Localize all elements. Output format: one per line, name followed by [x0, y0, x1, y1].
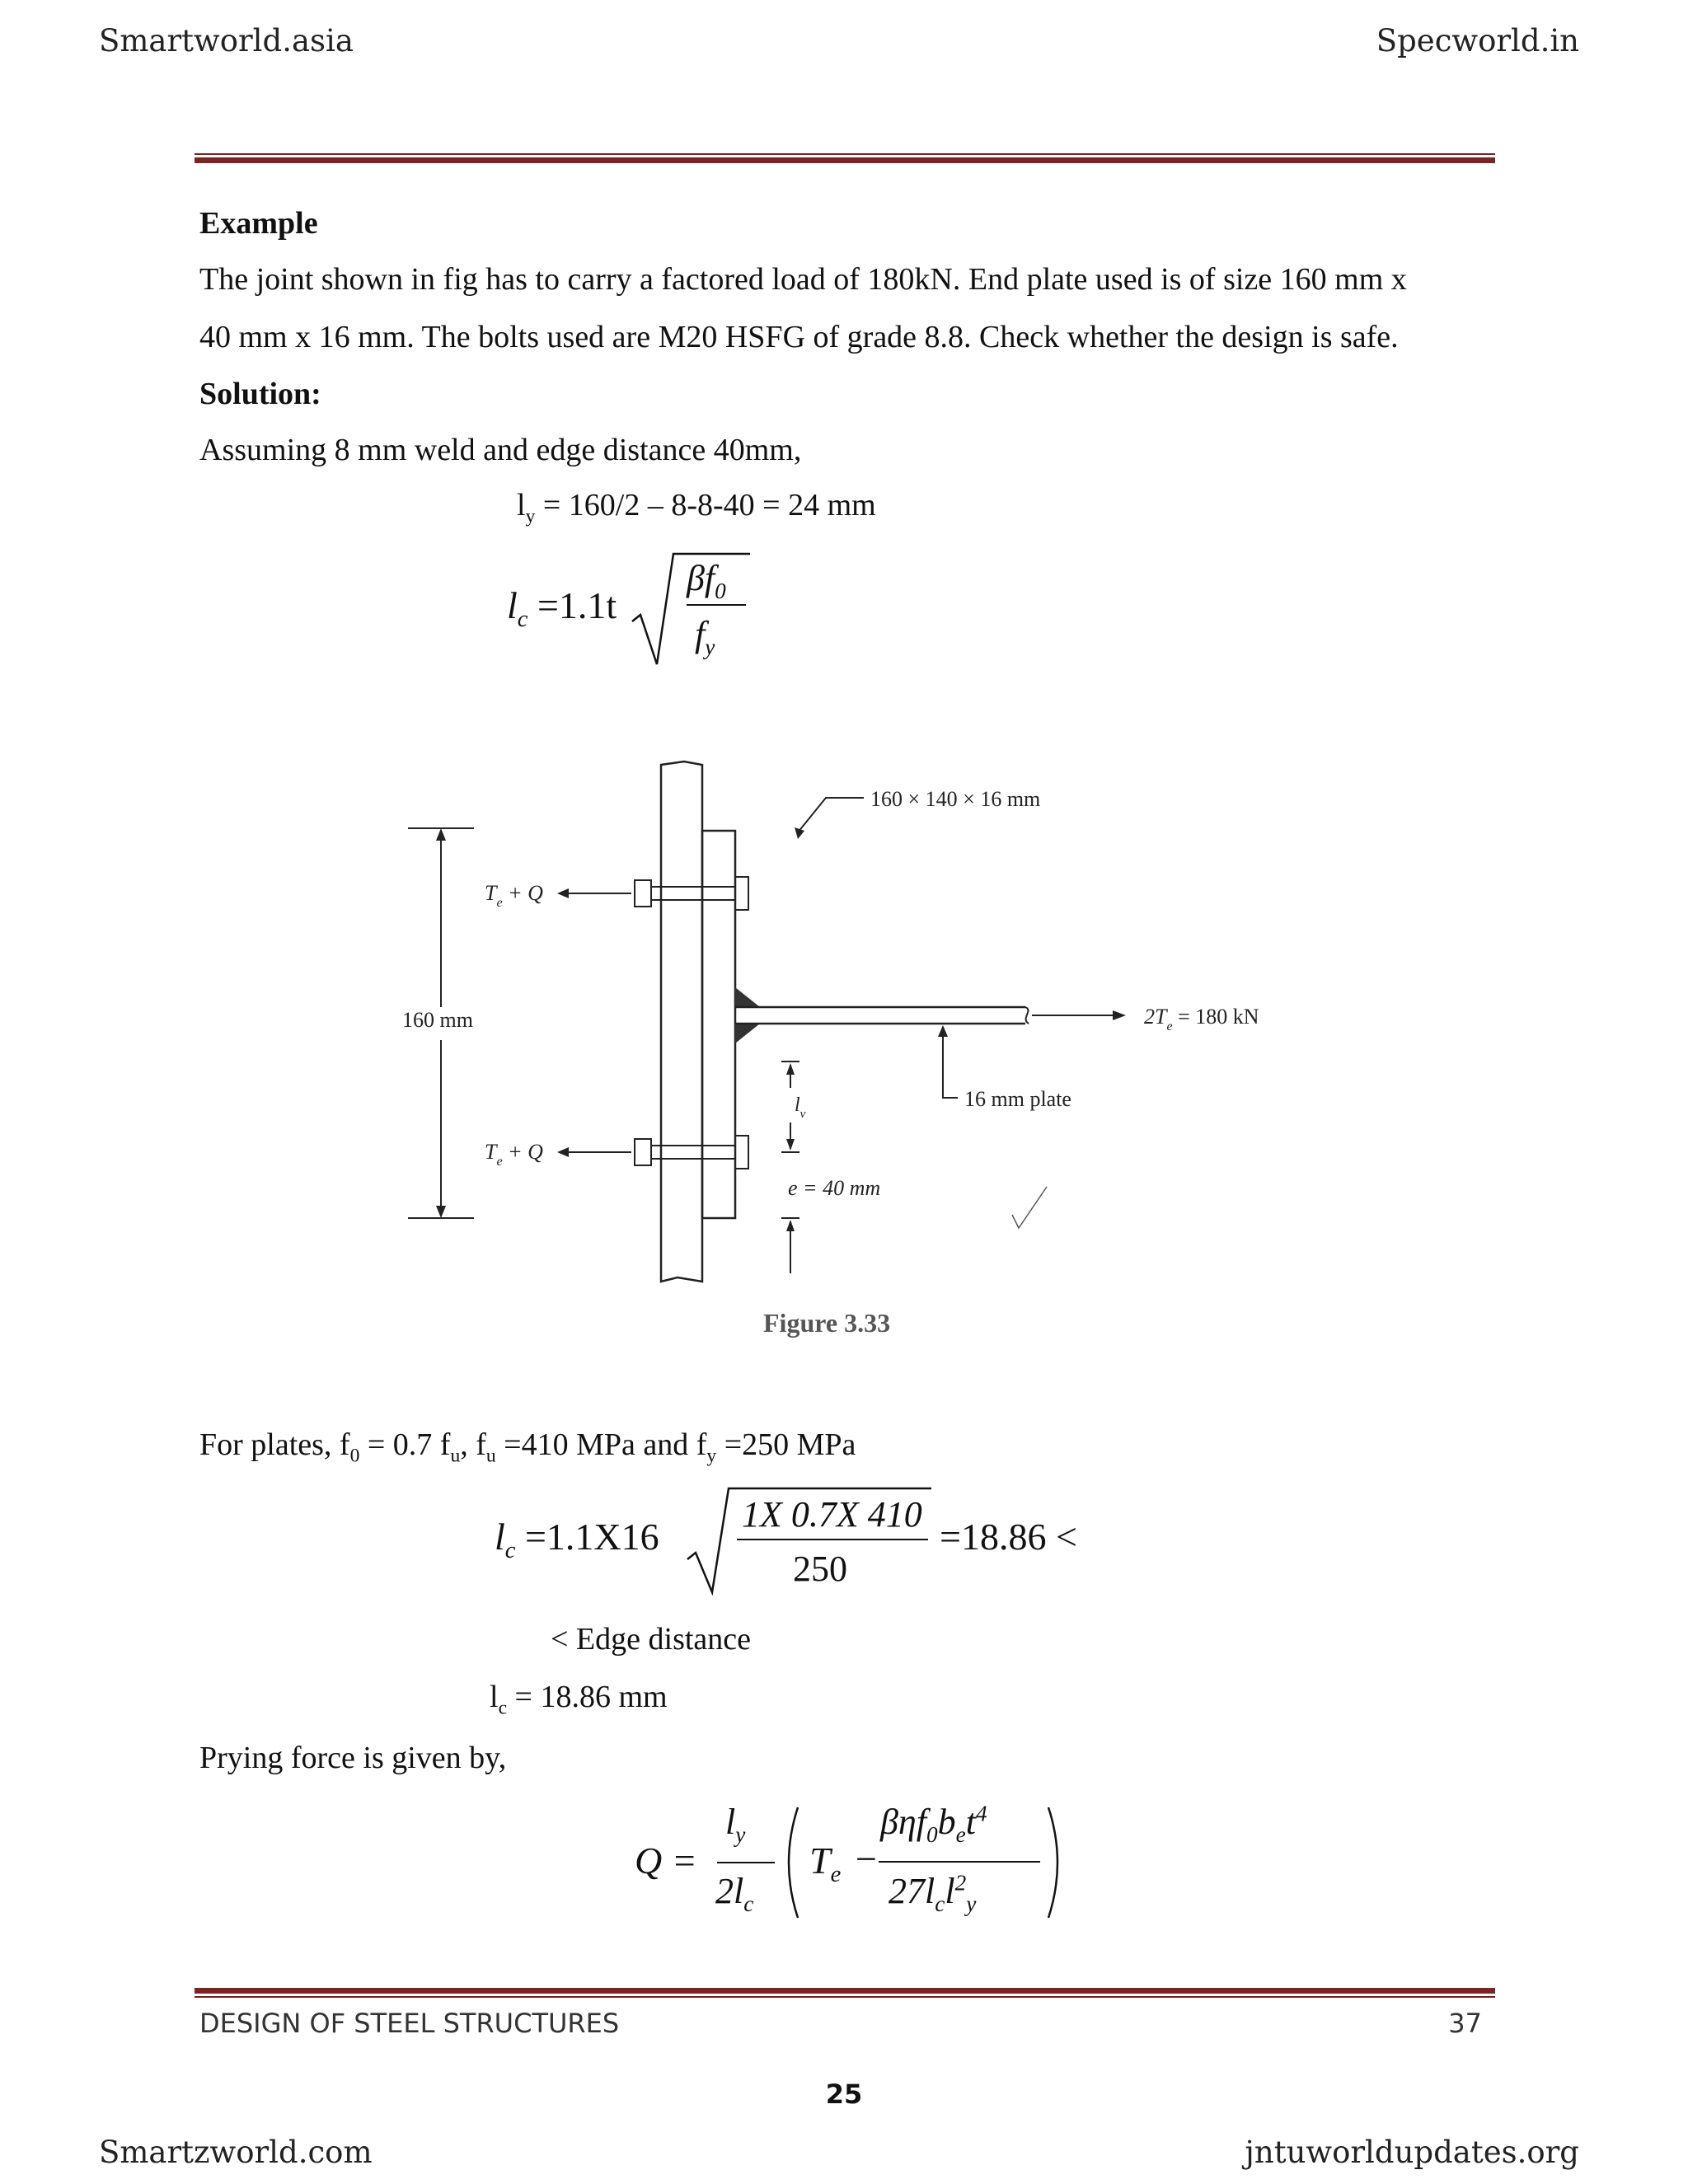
edge-arrow-up — [786, 1220, 795, 1231]
joint-figure — [387, 742, 1327, 1352]
ly-equation: $l_y = 160/2 - 8-8-40 = 24$ mm — [517, 488, 876, 527]
prying-text: Prying force is given by, — [199, 1741, 507, 1775]
lv-arrow-down — [786, 1139, 795, 1151]
problem-line-2: 40 mm x 16 mm. The bolts used are M20 HSFG of grade 8.8. Check whether the design is safe. — [199, 320, 1399, 354]
arrow-head-bottom-bolt — [557, 1147, 569, 1157]
load-label: $2T_e = 180$ kN — [1144, 1005, 1259, 1033]
header-site-left: Smartworld.asia — [99, 23, 354, 59]
end-plate — [702, 831, 735, 1218]
header-site-right: Specworld.in — [1376, 23, 1579, 59]
edge-distance-text: < Edge distance — [551, 1622, 752, 1657]
arrow-head-top-bolt — [557, 888, 569, 898]
lc-calc-denominator: 250 — [793, 1549, 847, 1589]
bolt-bottom — [635, 1136, 748, 1169]
footer-course-title: DESIGN OF STEEL STRUCTURES — [199, 2008, 620, 2039]
lv-arrow-up — [786, 1063, 795, 1075]
column-flange — [661, 762, 702, 1282]
lc-calculation: $l_c =1.1X16$ 1X 0.7X 410 250 =18.86 < — [495, 1483, 1121, 1599]
lc-formula: $l_c =1.1t$ $\beta f_0$ $f_y$ — [507, 549, 754, 673]
lc-calc-result: =18.86 < — [940, 1516, 1077, 1558]
bottom-rule — [195, 1988, 1495, 1998]
footer-page-number: 37 — [1448, 2008, 1482, 2039]
lv-label: $l_v$ — [795, 1094, 806, 1121]
load-arrow-head — [1113, 1010, 1126, 1020]
page-number: 25 — [825, 2079, 863, 2110]
q-fraction-bar-1 — [717, 1862, 775, 1863]
solution-label: Solution: — [199, 377, 321, 411]
plate-label-leader — [798, 798, 864, 832]
plate-thickness-label: 16 mm plate — [964, 1087, 1071, 1111]
weld-top — [735, 987, 760, 1007]
plate-size-label: 160 × 140 × 16 mm — [870, 787, 1041, 811]
thickness-leader-arrow — [938, 1025, 948, 1037]
bottom-site-left: Smartzworld.com — [99, 2135, 373, 2170]
plates-properties: For plates, $f_0 = 0.7$ $f_u$, $f_u =410$ MPa and $f_y =250$ MPa — [199, 1427, 856, 1467]
assumption-text: Assuming 8 mm weld and edge distance 40mm, — [199, 433, 802, 467]
section-title: Example — [199, 206, 318, 241]
tick-mark — [1012, 1187, 1047, 1228]
plate-leader-arrow — [795, 827, 804, 839]
q-formula: Q = $l_y$ $2l_c$ $T_e$ − $\beta\eta f_0b_et^4$ $27l_cl^2_y$ — [635, 1801, 1063, 1924]
bolt-top — [635, 877, 748, 910]
edge-distance-label: e = 40 mm — [788, 1176, 881, 1200]
height-label: 160 mm — [402, 1008, 473, 1032]
dim-arrow-down — [436, 1206, 446, 1218]
dim-arrow-up — [436, 828, 446, 841]
thickness-leader — [943, 1027, 958, 1098]
bolt-load-top-label: $T_e + Q$ — [485, 881, 543, 910]
lc-calc-numerator: 1X 0.7X 410 — [742, 1494, 922, 1535]
figure-caption: Figure 3.33 — [763, 1308, 891, 1338]
bolt-load-bottom-label: $T_e + Q$ — [485, 1140, 543, 1169]
bottom-site-right: jntuworldupdates.org — [1245, 2135, 1579, 2170]
stem-break — [1025, 1007, 1029, 1024]
top-rule — [195, 153, 1495, 163]
problem-line-1: The joint shown in fig has to carry a factored load of 180kN. End plate used is of size 160 mm x — [199, 262, 1407, 297]
weld-bottom — [735, 1024, 760, 1043]
lc-result: $l_c = 18.86$ mm — [490, 1680, 668, 1719]
